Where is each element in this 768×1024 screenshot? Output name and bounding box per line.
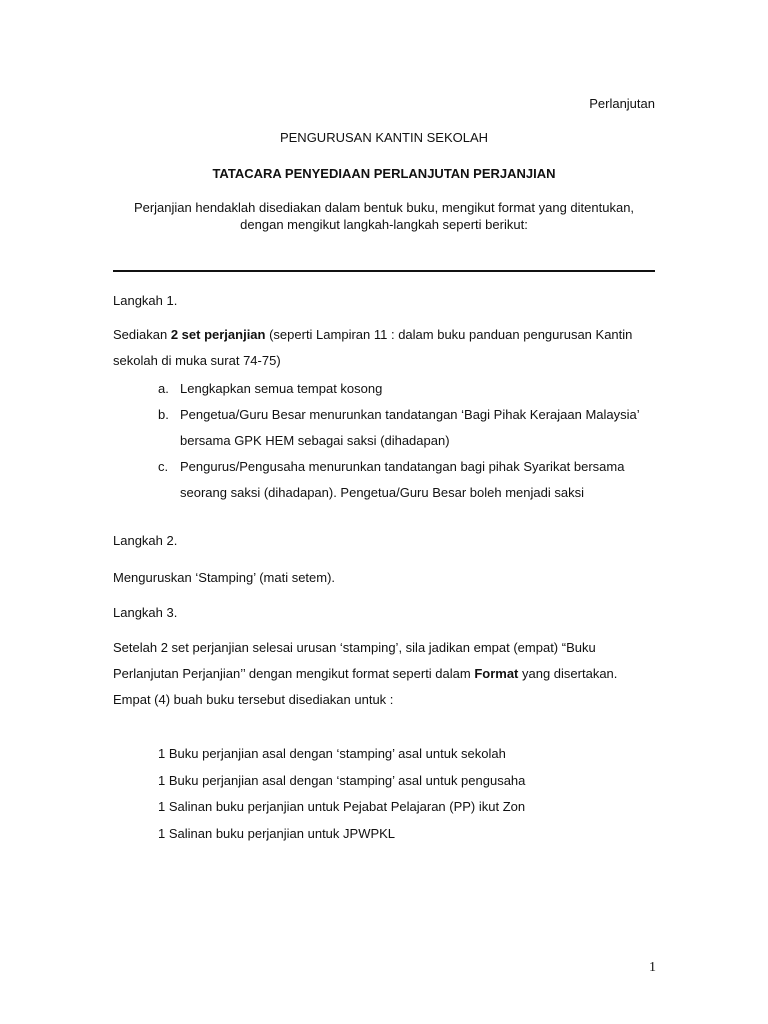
- list-item: [158, 376, 658, 402]
- list-marker: a.: [158, 381, 169, 396]
- document-subtitle: TATACARA PENYEDIAAN PERLANJUTAN PERJANJIAN: [212, 166, 556, 181]
- list-item-text: Pengetua/Guru Besar menurunkan tandatangan ‘Bagi Pihak Kerajaan Malaysia’ bersama GPK HEM sebagai saksi (dihadapan): [180, 407, 640, 448]
- step3-text-bold: Format: [474, 666, 519, 681]
- step1-text-after: (seperti Lampiran 11 : dalam buku panduan pengurusan Kantin sekolah di muka surat 74-75): [113, 327, 633, 368]
- intro-paragraph: Perjanjian hendaklah disediakan dalam bentuk buku, mengikut format yang ditentukan, dengan mengikut langkah-langkah seperti berikut:: [133, 200, 635, 232]
- list-item-text: Lengkapkan semua tempat kosong: [180, 381, 383, 396]
- step1-heading: Langkah 1.: [113, 293, 178, 308]
- step3-paragraph: [113, 635, 658, 713]
- step1-list: [158, 376, 658, 506]
- book-item: 1 Buku perjanjian asal dengan ‘stamping’ asal untuk pengusaha: [158, 772, 526, 788]
- step3-text-before: Setelah 2 set perjanjian selesai urusan ‘stamping’, sila jadikan empat (empat) “Buku Perlanjutan Perjanjian’’ dengan mengikut format seperti dalam: [113, 640, 596, 681]
- list-item: [158, 454, 658, 506]
- step1-text-bold: 2 set perjanjian: [170, 327, 266, 342]
- step1-text-before: Sediakan: [113, 327, 171, 342]
- horizontal-rule: [113, 270, 655, 272]
- document-title: PENGURUSAN KANTIN SEKOLAH: [279, 130, 489, 145]
- continuation-label: Perlanjutan: [589, 96, 655, 111]
- step2-paragraph: Menguruskan ‘Stamping’ (mati setem).: [113, 570, 336, 585]
- list-item-text: Pengurus/Pengusaha menurunkan tandatangan bagi pihak Syarikat bersama seorang saksi (dihadapan). Pengetua/Guru Besar boleh menjadi saksi: [180, 459, 625, 500]
- book-item: 1 Salinan buku perjanjian untuk Pejabat Pelajaran (PP) ikut Zon: [158, 799, 526, 815]
- list-item: [158, 402, 658, 454]
- step2-heading: Langkah 2.: [113, 533, 178, 548]
- step1-paragraph: [113, 322, 658, 374]
- step3-text-after: yang disertakan. Empat (4) buah buku tersebut disediakan untuk :: [113, 666, 618, 707]
- step3-heading: Langkah 3.: [113, 605, 178, 620]
- page-number: 1: [649, 960, 656, 975]
- book-list: [158, 741, 658, 848]
- list-marker: b.: [158, 407, 169, 422]
- list-marker: c.: [158, 459, 169, 474]
- book-item: 1 Salinan buku perjanjian untuk JPWPKL: [158, 826, 396, 842]
- book-item: 1 Buku perjanjian asal dengan ‘stamping’ asal untuk sekolah: [158, 746, 506, 761]
